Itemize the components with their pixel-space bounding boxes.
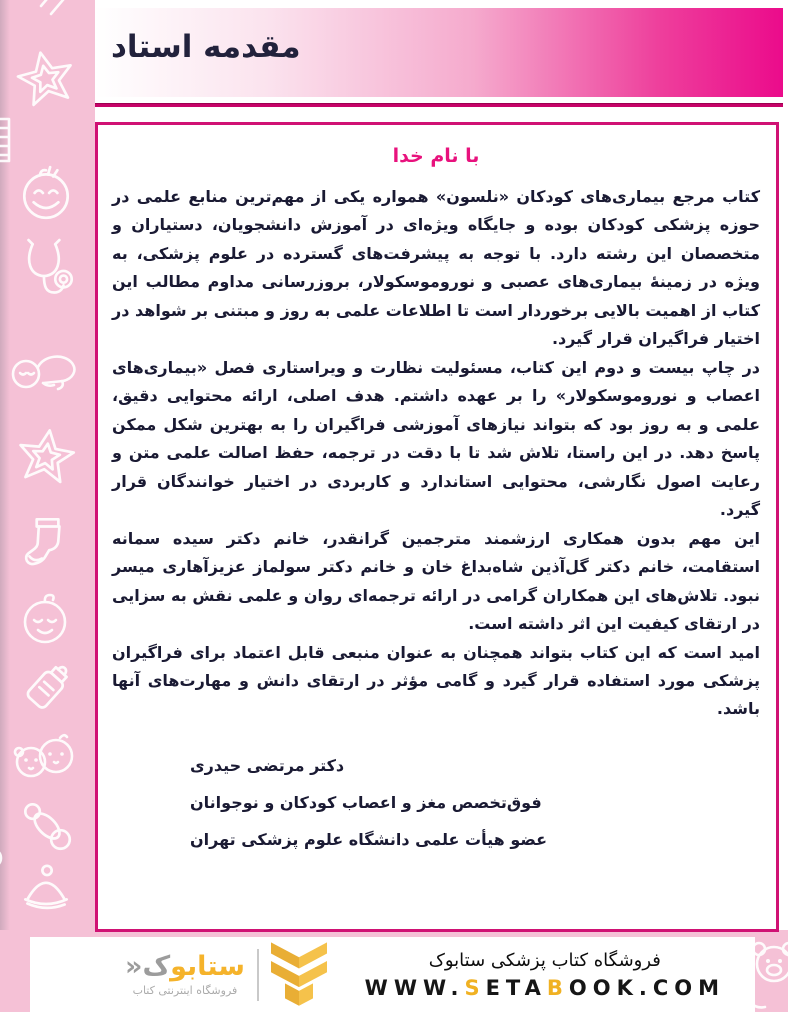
baby-face-icon bbox=[15, 162, 77, 224]
setabook-logo bbox=[125, 941, 327, 1009]
bonnet-icon bbox=[15, 860, 77, 916]
sleeping-baby-icon bbox=[8, 340, 82, 400]
page-title: مقدمه استاد bbox=[111, 29, 301, 65]
signature-name: دکتر مرتضی حیدری bbox=[190, 755, 345, 775]
website-url: WWW.SETABOOK.COM bbox=[364, 975, 725, 1000]
sleeping-face-icon bbox=[15, 590, 75, 650]
star-icon bbox=[15, 48, 77, 110]
page-header bbox=[95, 8, 783, 97]
signature-title: فوق‌تخصص مغز و اعصاب کودکان و نوجوانان bbox=[190, 792, 542, 812]
signature-affiliation: عضو هیأت علمی دانشگاه علوم پزشکی تهران bbox=[190, 829, 548, 849]
preface-text bbox=[112, 183, 760, 724]
setabook-wordmark: ستابوک« bbox=[125, 950, 245, 982]
comb-icon bbox=[0, 116, 19, 164]
bismillah-heading: با نام خدا bbox=[392, 145, 480, 167]
left-decorative-strip bbox=[0, 0, 95, 1012]
sock-icon bbox=[15, 510, 77, 574]
paragraph: کتاب مرجع بیماری‌های کودکان «نلسون» همواره یکی از مهم‌ترین منابع علمی در حوزه پزشکی کودکان بوده و جایگاه ویژه‌ای در آموزش دانشجویان، دستیاران و متخصصان این رشته دارد. با توجه به پیشرفت‌های گسترده در علوم پزشکی، به ویژه در زمینهٔ بیماری‌های عصبی و نوروموسکولار، بروزرسانی مداوم مطالب این کتاب از اهمیت بالایی برخوردار است تا اطلاعات علمی به روز و مبتنی بر شواهد در اختیار فراگیران قرار گیرد. bbox=[112, 187, 760, 349]
paragraph: در چاپ بیست و دوم این کتاب، مسئولیت نظارت و ویراستاری فصل «بیماری‌های اعصاب و نوروموسکولار» را بر عهده داشتم. هدف اصلی، ارائه محتوایی دقیق، علمی و به روز بود که بتواند نیازهای آموزشی فراگیران را به بهترین شکل ممکن پاسخ دهد. در این راستا، تلاش شد تا با دقت در ترجمه، حفظ اصالت علمی متن و رعایت اصول نگارشی، محتوایی استاندارد و کاربردی در اختیار خوانندگان قرار گیرد. bbox=[112, 357, 760, 520]
paragraph: این مهم بدون همکاری ارزشمند مترجمین گرانقدر، خانم دکتر سیده سمانه استقامت، خانم دکتر گل‌آذین شاه‌بداغ خان و خانم دکتر سولماز عزیزآهاری میسر نبود. تلاش‌های این همکاران گرامی در ارائه ترجمه‌ای روان و علمی نقش به سزایی در ارتقای کیفیت این اثر داشته است. bbox=[112, 528, 760, 634]
chevrons-logo-icon bbox=[271, 941, 327, 1009]
footer-banner bbox=[30, 937, 755, 1012]
logo-separator bbox=[257, 949, 259, 1001]
signature-block bbox=[112, 748, 760, 858]
bottle-icon bbox=[15, 658, 77, 722]
star-icon bbox=[15, 426, 77, 488]
stethoscope-icon bbox=[15, 238, 77, 310]
logo-tagline: فروشگاه اینترنتی کتاب bbox=[132, 983, 238, 997]
header-divider bbox=[95, 103, 783, 107]
pacifier-icon bbox=[15, 794, 77, 856]
preface-box bbox=[95, 122, 779, 932]
store-name: فروشگاه کتاب پزشکی ستابوک bbox=[428, 949, 661, 971]
rattle-icon bbox=[18, 0, 78, 24]
paragraph: امید است که این کتاب بتواند همچنان به عنوان منبعی قابل اعتماد برای فراگیران پزشکی مورد استفاده قرار گیرد و گامی مؤثر در ارتقای دانش و مهارت‌های آنها باشد. bbox=[112, 642, 760, 719]
twin-babies-icon bbox=[8, 726, 82, 786]
partial-circle-icon bbox=[0, 846, 10, 870]
